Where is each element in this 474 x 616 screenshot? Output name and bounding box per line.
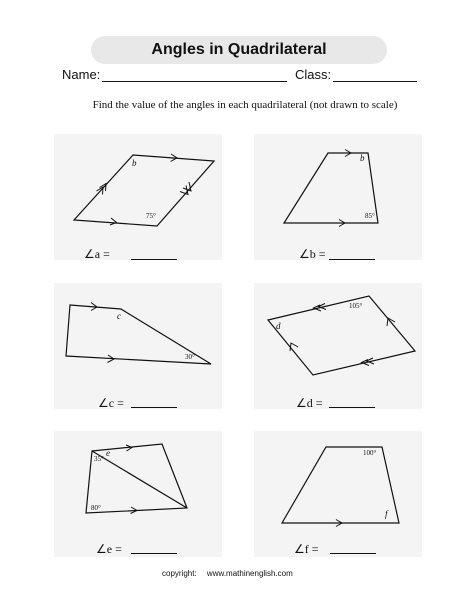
answer-field-a[interactable] — [131, 259, 177, 260]
copyright-footer — [162, 569, 293, 579]
parallel-arrow-icon — [110, 218, 117, 225]
answer-label-c: ∠c = — [98, 396, 124, 410]
answer-field-f[interactable] — [330, 553, 376, 554]
problem-card-f — [254, 431, 422, 557]
angle-label: e — [106, 448, 110, 458]
angle-label: f — [385, 509, 388, 519]
quadrilateral-diagram-c — [54, 283, 222, 409]
website-link[interactable]: www.mathinenglish.com — [206, 569, 293, 578]
problem-card-d — [254, 283, 422, 409]
answer-field-b[interactable] — [329, 259, 375, 260]
answer-label-b: ∠b = — [299, 247, 326, 261]
angle-label: c — [117, 311, 121, 321]
problem-card-e — [54, 431, 222, 557]
class-label: Class: — [295, 67, 332, 82]
angle-label: b — [360, 153, 365, 163]
answer-label-e: ∠e = — [96, 542, 122, 556]
name-label: Name: — [62, 67, 101, 82]
quadrilateral-diagram-d — [254, 283, 422, 409]
given-angle-bottom: 80° — [91, 504, 101, 512]
quadrilateral-diagram-a — [54, 134, 222, 260]
given-angle: 105° — [349, 302, 363, 310]
answer-field-d[interactable] — [329, 407, 375, 408]
page-title: Angles in Quadrilateral — [151, 41, 327, 58]
instructions: Find the value of the angles in each quadrilateral (not drawn to scale) — [92, 99, 398, 111]
answer-label-d: ∠d = — [296, 396, 323, 410]
angle-label: b — [132, 158, 137, 168]
quadrilateral-diagram-e — [54, 431, 222, 557]
angle-label: d — [276, 321, 281, 331]
given-angle: 30° — [185, 353, 195, 361]
class-field[interactable] — [333, 81, 417, 82]
name-field[interactable] — [102, 81, 287, 82]
given-angle: 75° — [146, 212, 156, 220]
given-angle: 100° — [363, 449, 377, 457]
given-angle: 85° — [365, 212, 375, 220]
problem-card-a — [54, 134, 222, 260]
quadrilateral-diagram-f — [254, 431, 422, 557]
problem-card-b — [254, 134, 422, 260]
copyright-label: copyright: — [162, 569, 197, 578]
answer-field-e[interactable] — [131, 553, 177, 554]
answer-label-f: ∠f = — [294, 542, 319, 556]
given-angle-top: 35° — [94, 455, 104, 463]
quadrilateral-diagram-b — [254, 134, 422, 260]
parallel-arrow-icon — [290, 343, 298, 351]
problem-card-c — [54, 283, 222, 409]
parallel-arrow-icon — [180, 186, 188, 195]
answer-label-a: ∠a = — [84, 247, 110, 261]
answer-field-c[interactable] — [131, 407, 177, 408]
